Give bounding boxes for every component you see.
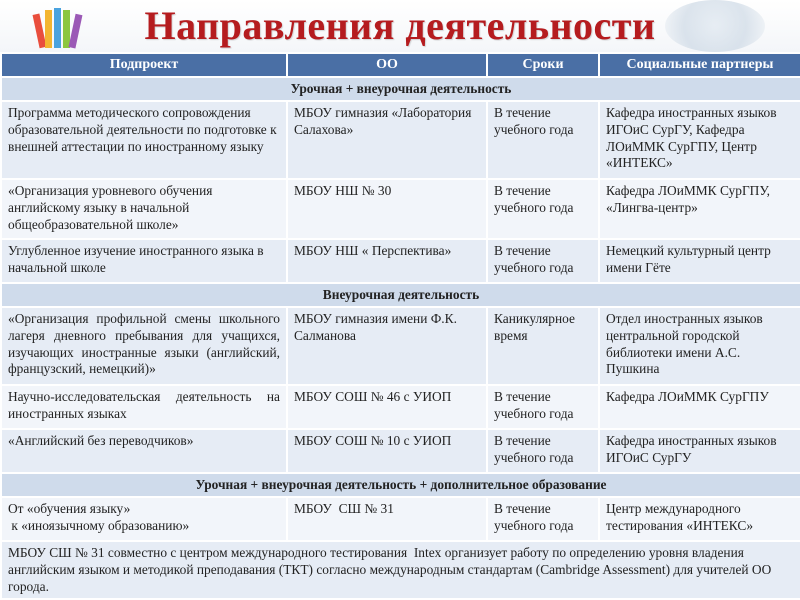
cell-school: МБОУ НШ « Перспектива» (287, 239, 487, 283)
column-header-partners: Социальные партнеры (599, 53, 800, 77)
cell-subproject-line: От «обучения языку» (8, 501, 131, 516)
cell-subproject: Программа методического сопровождения образовательной деятельности по подготовке к внешней аттестации по иностранному языку (1, 101, 287, 179)
section-row (1, 283, 800, 307)
table-row (1, 239, 800, 283)
cell-term: В течение учебного года (487, 239, 599, 283)
cell-subproject: Углубленное изучение иностранного языка в начальной школе (1, 239, 287, 283)
section-label: Урочная + внеурочная деятельность (1, 77, 800, 101)
cell-term: В течение учебного года (487, 385, 599, 429)
cell-subproject: «Организация профильной смены школьного лагеря дневного пребывания для учащихся, изучающих иностранные языки (английский, французский, немецкий)» (1, 307, 287, 385)
section-row (1, 473, 800, 497)
column-header-school: ОО (287, 53, 487, 77)
table-row (1, 497, 800, 541)
cell-subproject: «Организация уровневого обучения английскому языку в начальной общеобразовательной школе» (1, 179, 287, 239)
cell-school: МБОУ СШ № 31 (287, 497, 487, 541)
cell-subproject-line: к «иноязычному образованию» (8, 517, 190, 533)
cell-partners: Отдел иностранных языков центральной городской библиотеки имени А.С. Пушкина (599, 307, 800, 385)
column-header-term: Сроки (487, 53, 599, 77)
cell-term: В течение учебного года (487, 497, 599, 541)
table-row (1, 101, 800, 179)
cell-school: МБОУ НШ № 30 (287, 179, 487, 239)
cell-partners: Кафедра ЛОиММК СурГПУ, «Лингва-центр» (599, 179, 800, 239)
page-title: Направления деятельности (144, 3, 656, 48)
cell-school: МБОУ гимназия имени Ф.К. Салманова (287, 307, 487, 385)
cell-school: МБОУ СОШ № 46 с УИОП (287, 385, 487, 429)
cell-subproject (1, 497, 287, 541)
cell-partners: Кафедра ЛОиММК СурГПУ (599, 385, 800, 429)
column-header-subproject: Подпроект (1, 53, 287, 77)
cell-term: Каникулярное время (487, 307, 599, 385)
table-row (1, 429, 800, 473)
section-row (1, 77, 800, 101)
table-header-row (1, 53, 800, 77)
cell-partners: Центр международного тестирования «ИНТЕКС» (599, 497, 800, 541)
cell-school: МБОУ гимназия «Лаборатория Салахова» (287, 101, 487, 179)
table-row (1, 385, 800, 429)
activities-table (0, 52, 800, 600)
cell-term: В течение учебного года (487, 179, 599, 239)
section-label: Внеурочная деятельность (1, 283, 800, 307)
cell-school: МБОУ СОШ № 10 с УИОП (287, 429, 487, 473)
cell-term: В течение учебного года (487, 101, 599, 179)
cell-partners: Кафедра иностранных языков ИГОиС СурГУ, Кафедра ЛОиММК СурГПУ, Центр «ИНТЕКС» (599, 101, 800, 179)
cell-partners: Немецкий культурный центр имени Гёте (599, 239, 800, 283)
footnote-row (1, 541, 800, 599)
table-row (1, 307, 800, 385)
footnote-text: МБОУ СШ № 31 совместно с центром международного тестирования Intex организует работу по определению уровня владения английским языком и методикой преподавания (ТКТ) согласно международным стандартам (Cambridge Assessment) для учителей ОО города. (1, 541, 800, 599)
cell-subproject: Научно-исследовательская деятельность на иностранных языках (1, 385, 287, 429)
cell-term: В течение учебного года (487, 429, 599, 473)
table-row (1, 179, 800, 239)
cell-subproject: «Английский без переводчиков» (1, 429, 287, 473)
slide-header (0, 0, 800, 52)
section-label: Урочная + внеурочная деятельность + дополнительное образование (1, 473, 800, 497)
cell-partners: Кафедра иностранных языков ИГОиС СурГУ (599, 429, 800, 473)
